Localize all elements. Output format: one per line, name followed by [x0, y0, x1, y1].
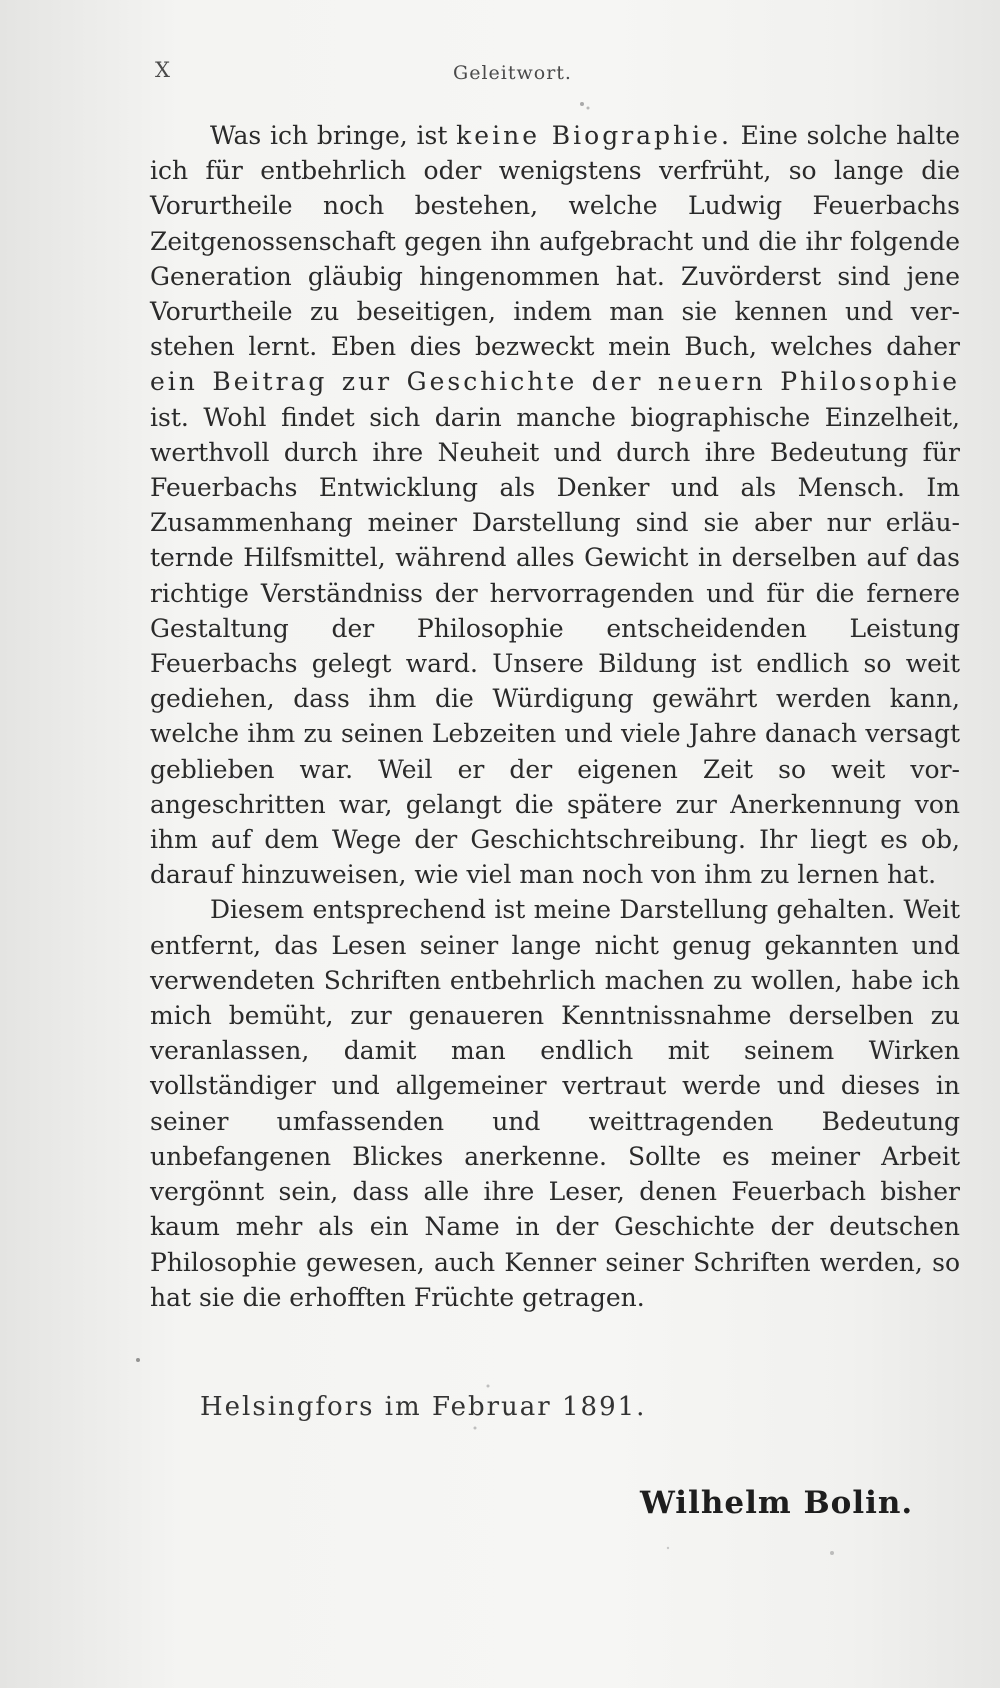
emphasis-beitrag: ein Beitrag zur Geschichte der neuern Philosophie: [150, 367, 960, 397]
page-header: [155, 58, 870, 88]
place-date-line: Helsingfors im Februar 1891.: [200, 1392, 647, 1422]
paragraph-1-text-b: Eine solche halte ich für entbehrlich oder wenigstens verfrüht, so lange die Vorurtheile noch bestehen, welche Ludwig Feuerbachs Zeitgenossenschaft gegen ihn aufgebracht und die ihr folgende Generation gläubig hingenommen hat. Zuvörderst sind jene Vorurtheile zu beseitigen, indem man sie kennen und verstehen lernt. Eben dies bezweckt mein Buch, welches daher: [150, 121, 961, 362]
paragraph-2: Diesem entsprechend ist meine Darstellung gehalten. Weit entfernt, das Lesen seiner lange nicht genug gekannten und verwendeten Schriften entbehrlich machen zu wollen, habe ich mich bemüht, zur genaueren Kenntnissnahme derselben zu veranlassen, damit man endlich mit seinem Wirken vollständiger und allgemeiner vertraut werde und dieses in seiner umfassenden und weittragenden Bedeutung unbefangenen Blickes anerkenne. Sollte es meiner Arbeit vergönnt sein, dass alle ihre Leser, denen Feuerbach bisher kaum mehr als ein Name in der Geschichte der deutschen Philosophie gewesen, auch Kenner seiner Schriften werden, so hat sie die erhofften Früchte getragen.: [150, 895, 960, 1312]
paragraph-1: [150, 118, 960, 892]
page-number: X: [155, 58, 170, 82]
paragraph-1-text-a: Was ich bringe, ist: [210, 121, 457, 150]
body-text: [150, 118, 960, 1315]
emphasis-keine-biographie: keine Biographie.: [456, 121, 732, 150]
paragraph-1-text-c: ist. Wohl findet sich darin manche biographische Einzelheit, werthvoll durch ihre Neuheit und durch ihre Bedeutung für Feuerbachs Entwicklung als Denker und als Mensch. Im Zusammenhang meiner Darstellung sind sie aber nur erläuternde Hilfsmittel, während alles Gewicht in derselben auf das richtige Verständniss der hervorragenden und für die fernere Gestaltung der Philosophie entscheidenden Leistung Feuerbachs gelegt ward. Unsere Bildung ist endlich so weit gediehen, dass ihm die Würdigung gewährt werden kann, welche ihm zu seinen Lebzeiten und viele Jahre danach versagt geblieben war. Weil er der eigenen Zeit so weit vorangeschritten war, gelangt die spätere zur Anerkennung von ihm auf dem Wege der Geschichtschreibung. Ihr liegt es ob, darauf hinzuweisen, wie viel man noch von ihm zu lernen hat.: [150, 402, 960, 890]
author-signature: Wilhelm Bolin.: [640, 1485, 914, 1521]
running-title: Geleitwort.: [453, 62, 572, 84]
